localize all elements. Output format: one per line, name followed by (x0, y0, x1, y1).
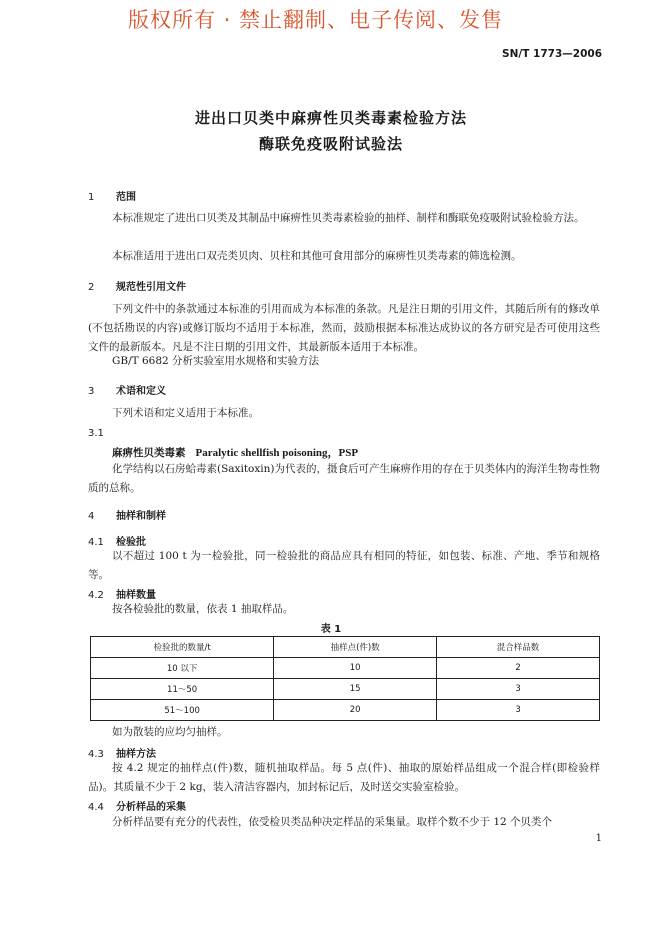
section-2-title: 规范性引用文件 (116, 282, 186, 293)
table-header-row (91, 637, 600, 658)
subsection-4-1-text: 以不超过 100 t 为一检验批，同一检验批的商品应具有相同的特征，如包装、标准、产地、季节和规格等。 (88, 550, 600, 581)
document-title-line1: 进出口贝类中麻痹性贝类毒素检验方法 (194, 109, 467, 127)
copyright-banner: 版权所有 · 禁止翻制、电子传阅、发售 (128, 8, 504, 32)
table-row (91, 658, 600, 679)
table-cell: 11～50 (91, 679, 274, 700)
subsection-4-3-number: 4.3 (88, 749, 104, 760)
subsection-4-4-title: 分析样品的采集 (116, 802, 186, 813)
term-entry (112, 444, 358, 460)
subsection-4-4-number: 4.4 (88, 802, 104, 813)
table-cell: 3 (437, 679, 600, 700)
after-table-note: 如为散装的应均匀抽样。 (112, 726, 228, 738)
section-1-paragraph-1: 本标准规定了进出口贝类及其制品中麻痹性贝类毒素检验的抽样、制样和酶联免疫吸附试验检验方法。 (112, 212, 585, 224)
subsection-4-2-title: 抽样数量 (116, 590, 156, 601)
subsection-4-2-number: 4.2 (88, 590, 104, 601)
term-english: Paralytic shellfish poisoning，PSP (195, 447, 359, 459)
section-3-title: 术语和定义 (116, 386, 166, 397)
section-1-heading (88, 188, 136, 203)
table-cell: 3 (437, 700, 600, 721)
table-row (91, 679, 600, 700)
table-header-cell: 检验批的数量/t (91, 637, 274, 658)
section-3-heading (88, 382, 166, 397)
section-2-heading (88, 278, 186, 293)
subsection-4-3-heading (88, 745, 156, 760)
table-header-cell: 抽样点(件)数 (274, 637, 437, 658)
standard-number: SN/T 1773—2006 (502, 48, 602, 60)
table-cell: 10 以下 (91, 658, 274, 679)
subsection-4-4-heading (88, 798, 186, 813)
table-caption: 表 1 (320, 624, 342, 635)
subsection-4-3-title: 抽样方法 (116, 749, 156, 760)
normative-reference: GB/T 6682 分析实验室用水规格和实验方法 (112, 355, 320, 367)
section-2-number: 2 (88, 282, 95, 293)
section-4-title: 抽样和制样 (116, 511, 166, 522)
subsection-4-4-text: 分析样品要有充分的代表性，依受检贝类品种决定样品的采集量。取样个数不少于 12 个贝类个 (112, 816, 553, 828)
subsection-4-3-text: 按 4.2 规定的抽样点(件)数，随机抽取样品。每 5 点(件)、抽取的原始样品组成一个混合样(即检验样品)。其质量不少于 2 kg，装入清洁容器内，加封标记后，及时送交实验室检验。 (88, 762, 600, 793)
document-title-line2: 酶联免疫吸附试验法 (258, 135, 403, 153)
table-cell: 15 (274, 679, 437, 700)
table-cell: 20 (274, 700, 437, 721)
section-1-title: 范围 (116, 192, 136, 203)
subsection-4-1-number: 4.1 (88, 537, 104, 548)
section-1-number: 1 (88, 192, 95, 203)
table-cell: 10 (274, 658, 437, 679)
section-4-heading (88, 507, 166, 522)
table-cell: 2 (437, 658, 600, 679)
sampling-table (90, 636, 600, 721)
section-3-paragraph-1: 下列术语和定义适用于本标准。 (112, 407, 259, 419)
term-definition: 化学结构以石房蛤毒素(Saxitoxin)为代表的，摄食后可产生麻痹作用的存在于贝类体内的海洋生物毒性物质的总称。 (88, 463, 601, 494)
subsection-4-1-title: 检验批 (116, 537, 146, 548)
subsection-4-2-text: 按各检验批的数量，依表 1 抽取样品。 (112, 603, 294, 615)
section-4-number: 4 (88, 511, 95, 522)
section-3-number: 3 (88, 386, 95, 397)
subsection-4-2-heading (88, 586, 156, 601)
subsection-4-1-heading (88, 533, 146, 548)
table-row (91, 700, 600, 721)
subsection-3-1-number: 3.1 (88, 428, 104, 439)
section-2-paragraph-1: 下列文件中的条款通过本标准的引用而成为本标准的条款。凡是注日期的引用文件，其随后所有的修改单(不包括勘误的内容)或修订版均不适用于本标准，然而，鼓励根据本标准达成协议的各方研究是否可使用这些文件的最新版本。凡是不注日期的引用文件，其最新版本适用于本标准。 (88, 303, 600, 353)
table-cell: 51～100 (91, 700, 274, 721)
table-header-cell: 混合样品数 (437, 637, 600, 658)
section-1-paragraph-2: 本标准适用于进出口双壳类贝肉、贝柱和其他可食用部分的麻痹性贝类毒素的筛选检测。 (112, 250, 522, 262)
term-chinese: 麻痹性贝类毒素 (112, 447, 186, 459)
page-number: 1 (595, 833, 602, 844)
